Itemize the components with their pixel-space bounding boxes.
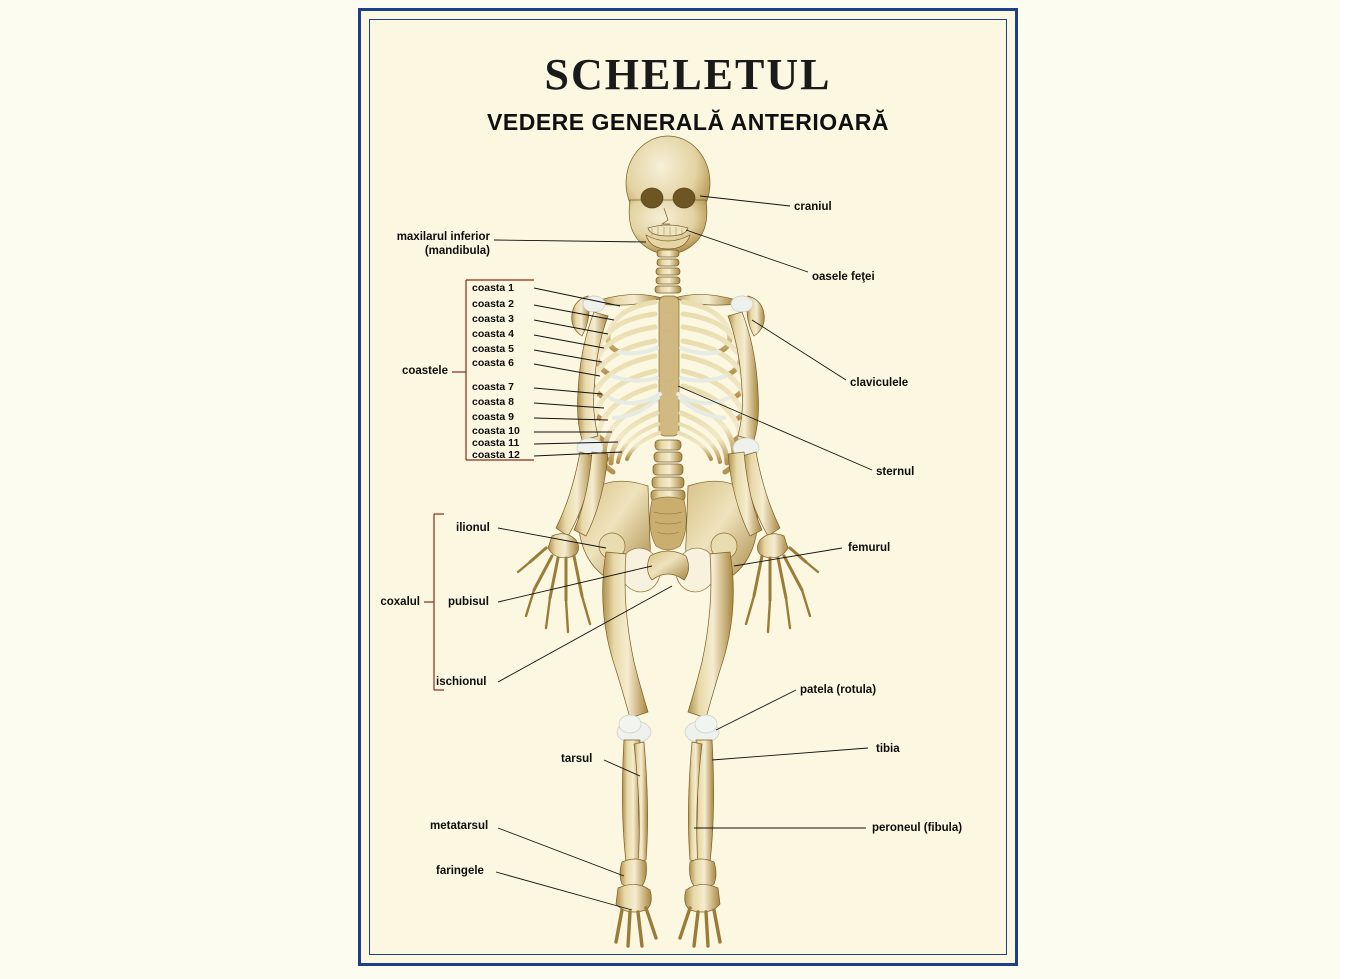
label-coasta-5: coasta 5	[472, 343, 515, 355]
label-coasta-1: coasta 1	[472, 282, 515, 294]
label-sternul: sternul	[876, 466, 915, 478]
label-coasta-4: coasta 4	[472, 328, 515, 340]
label-coasta-3: coasta 3	[472, 313, 515, 325]
label-faringele: faringele	[436, 865, 484, 877]
label-coasta-8: coasta 8	[472, 396, 515, 408]
label-pubisul: pubisul	[448, 596, 489, 608]
label-mandibula	[278, 230, 490, 259]
label-coasta-2: coasta 2	[472, 298, 515, 310]
label-mandibula-line2: (mandibula)	[424, 245, 490, 258]
label-coasta-11: coasta 11	[472, 437, 520, 449]
label-mandibula-line1: maxilarul inferior	[396, 231, 490, 243]
label-coasta-7: coasta 7	[472, 381, 515, 393]
poster-inner-frame	[369, 19, 1007, 955]
label-patela: patela (rotula)	[800, 684, 877, 696]
label-ischionul: ischionul	[436, 676, 487, 688]
page-right-margin	[1340, 0, 1370, 979]
page-title: SCHELETUL	[544, 50, 832, 99]
label-coastele: coastele	[401, 365, 448, 377]
page-subtitle: VEDERE GENERALĂ ANTERIOARĂ	[487, 109, 889, 135]
label-ilionul: ilionul	[456, 522, 490, 534]
label-metatarsul: metatarsul	[430, 820, 489, 832]
label-tarsul: tarsul	[561, 753, 593, 765]
label-coasta-9: coasta 9	[472, 411, 515, 423]
label-claviculele: claviculele	[850, 377, 909, 389]
label-coxalul: coxalul	[380, 596, 420, 608]
label-coasta-6: coasta 6	[472, 357, 515, 369]
label-coasta-12: coasta 12	[472, 449, 520, 461]
label-oasele-fetei: oasele feţei	[812, 271, 875, 283]
label-peroneul: peroneul (fibula)	[872, 822, 963, 834]
label-craniul: craniul	[794, 201, 832, 213]
label-coasta-10: coasta 10	[472, 425, 520, 437]
label-femurul: femurul	[848, 542, 891, 554]
label-tibia: tibia	[876, 743, 900, 755]
